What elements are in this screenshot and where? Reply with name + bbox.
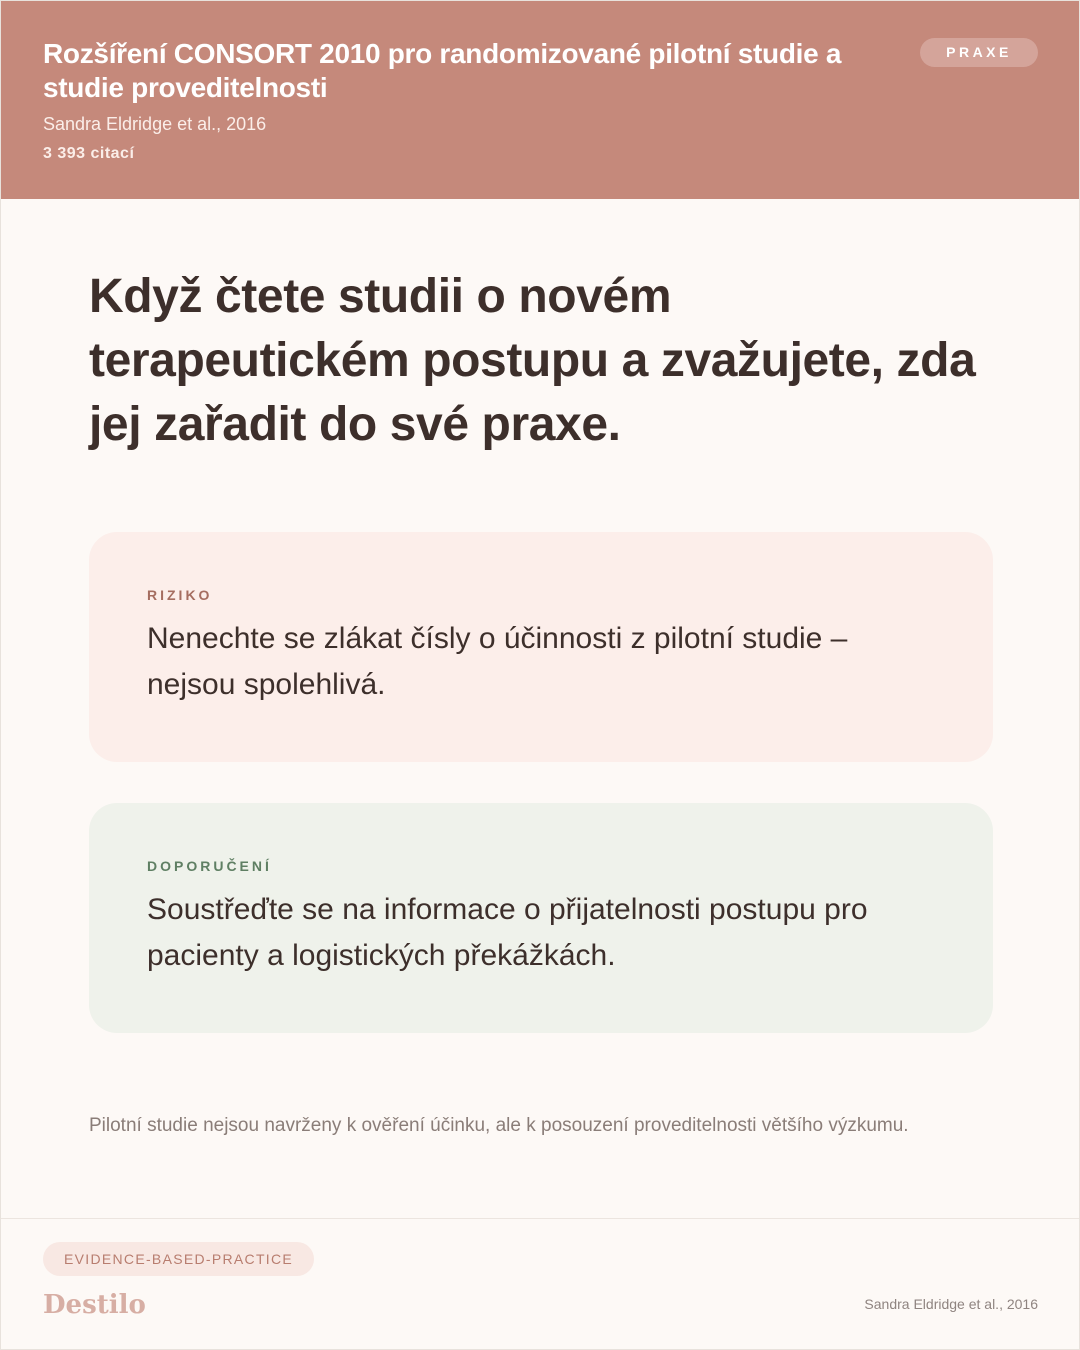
footer-divider bbox=[1, 1218, 1079, 1219]
risk-text: Nenechte se zlákat čísly o účinnosti z pilotní studie – nejsou spolehlivá. bbox=[147, 622, 848, 701]
category-badge: PRAXE bbox=[920, 38, 1038, 67]
paper-title: Rozšíření CONSORT 2010 pro randomizované pilotní studie a studie proveditelnosti bbox=[43, 38, 842, 103]
risk-label: RIZIKO bbox=[147, 587, 213, 603]
topic-tag[interactable]: EVIDENCE-BASED-PRACTICE bbox=[43, 1242, 314, 1276]
risk-card bbox=[89, 532, 993, 762]
header-banner bbox=[1, 1, 1079, 199]
citation-count: 3 393 citací bbox=[43, 145, 135, 162]
footnote: Pilotní studie nejsou navrženy k ověření účinku, ale k posouzení proveditelnosti většího výzkumu. bbox=[89, 1115, 909, 1136]
recommendation-text: Soustřeďte se na informace o přijatelnosti postupu pro pacienty a logistických překážkách. bbox=[147, 893, 868, 972]
brand-logo: Destilo bbox=[43, 1290, 146, 1320]
recommendation-label: DOPORUČENÍ bbox=[147, 858, 272, 874]
paper-author: Sandra Eldridge et al., 2016 bbox=[43, 114, 267, 134]
recommendation-card bbox=[89, 803, 993, 1033]
footer-author: Sandra Eldridge et al., 2016 bbox=[864, 1296, 1038, 1312]
main-headline: Když čtete studii o novém terapeutickém postupu a zvažujete, zda jej zařadit do své praxe. bbox=[89, 270, 976, 451]
